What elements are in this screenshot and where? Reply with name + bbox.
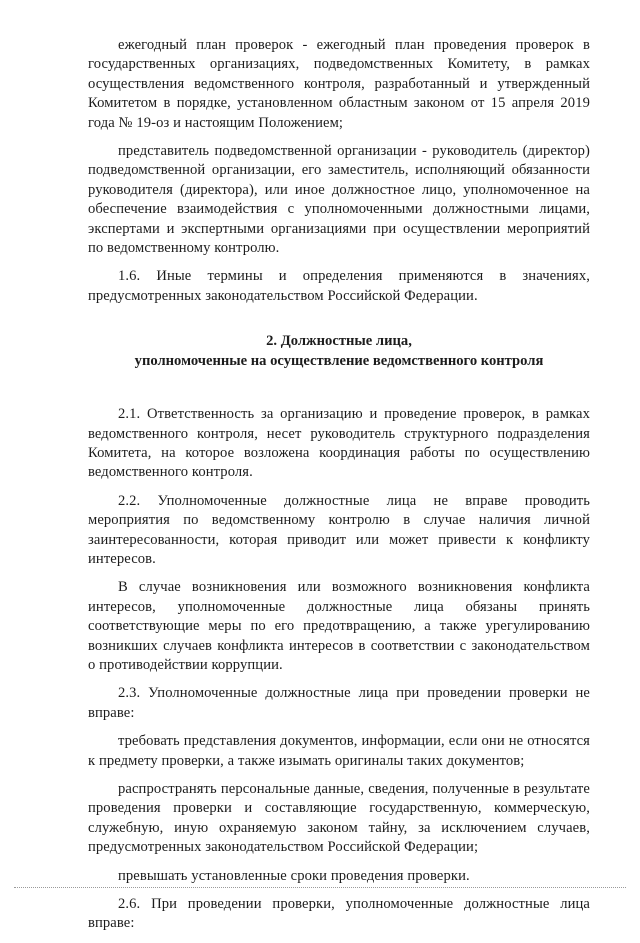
- document-body: [88, 36, 590, 943]
- paragraph-prohibition-deadlines: превышать установленные сроки проведения проверки.: [118, 867, 470, 884]
- paragraph-annual-plan: ежегодный план проверок - ежегодный план проведения проверок в государственных организациях, подведомственных Комитету, в рамках осуществления ведомственного контроля, разработанный и утвержденный Комитетом в порядке, установленном областным законом от 15 апреля 2019 года № 19-оз и настоящим Положением;: [88, 37, 590, 131]
- paragraph-2-6: 2.6. При проведении проверки, уполномоченные должностные лица вправе:: [88, 896, 590, 932]
- paragraph-2-3: 2.3. Уполномоченные должностные лица при проведении проверки не вправе:: [88, 685, 590, 721]
- paragraph-prohibition-documents: требовать представления документов, информации, если они не относятся к предмету проверки, а также изымать оригиналы таких документов;: [88, 733, 590, 769]
- section-heading-line-1: 2. Должностные лица,: [266, 333, 412, 350]
- paragraph-conflict-of-interest: В случае возникновения или возможного возникновения конфликта интересов, уполномоченные должностные лица обязаны принять соответствующие меры по его предотвращению, а также урегулированию возникших случаев конфликта интересов в соответствии с законодательством о противодействии коррупции.: [88, 579, 590, 673]
- section-heading: [88, 332, 590, 371]
- paragraph-2-2: 2.2. Уполномоченные должностные лица не вправе проводить мероприятия по ведомственному контролю в случае наличия личной заинтересованности, которая приводит или может привести к конфликту интересов.: [88, 492, 590, 567]
- section-heading-line-2: уполномоченные на осуществление ведомственного контроля: [134, 352, 544, 369]
- paragraph-organization-representative: представитель подведомственной организации - руководитель (директор) подведомственной организации, его заместитель, исполняющий обязанности руководителя (директора), или иное должностное лицо, уполномоченное на обеспечение взаимодействия с уполномоченными должностными лицами, экспертами и экспертными организациями при осуществлении мероприятий по ведомственному контролю.: [88, 143, 590, 257]
- paragraph-1-6: 1.6. Иные термины и определения применяются в значениях, предусмотренных законодательством Российской Федерации.: [88, 268, 590, 304]
- paragraph-prohibition-disclosure: распространять персональные данные, сведения, полученные в результате проведения проверки и составляющие государственную, коммерческую, служебную, иную охраняемую законом тайну, за исключением случаев, предусмотренных законодательством Российской Федерации;: [88, 781, 590, 856]
- scan-edge-line: [14, 887, 626, 888]
- paragraph-2-1: 2.1. Ответственность за организацию и проведение проверок, в рамках ведомственного контроля, несет руководитель структурного подразделения Комитета, на которое возложена координация работы по осуществлению ведомственного контроля.: [88, 406, 590, 481]
